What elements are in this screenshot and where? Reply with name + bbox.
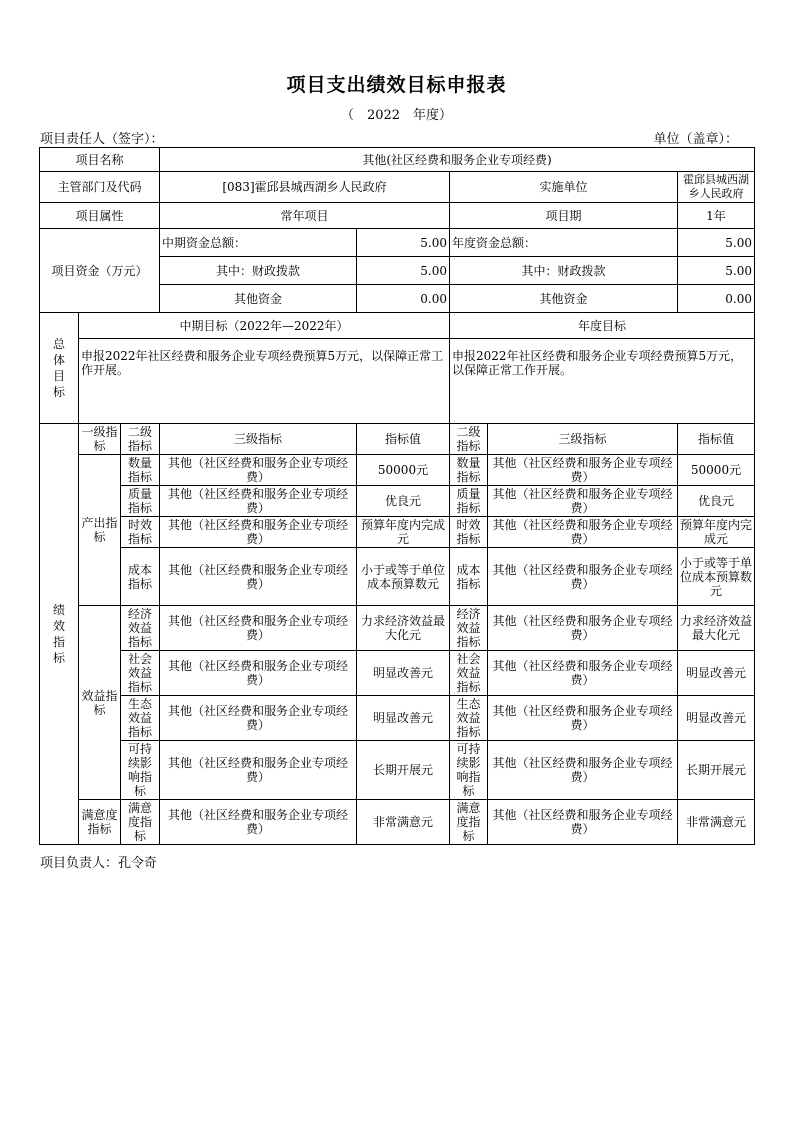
perf-indicators-label: 绩效指标 xyxy=(40,424,79,845)
row-l3: 其他（社区经费和服务企业专项经费） xyxy=(160,741,357,800)
row-l2-year: 可持续影响指标 xyxy=(450,741,488,800)
dept-value: [083]霍邱县城西湖乡人民政府 xyxy=(160,172,450,203)
row-l3-year: 其他（社区经费和服务企业专项经费） xyxy=(488,455,678,486)
row-l3-year: 其他（社区经费和服务企业专项经费） xyxy=(488,696,678,741)
responsible-label: 项目责任人（签字）： xyxy=(40,132,164,147)
row-value: 力求经济效益最大化元 xyxy=(357,606,450,651)
row-value: 明显改善元 xyxy=(357,651,450,696)
mid-other-label: 其他资金 xyxy=(160,285,357,313)
row-value: 50000元 xyxy=(357,455,450,486)
row-l2-year: 成本指标 xyxy=(450,548,488,606)
attr-value: 常年项目 xyxy=(160,203,450,229)
row-value: 预算年度内完成元 xyxy=(357,517,450,548)
unit-stamp-label: 单位（盖章）： xyxy=(653,132,738,147)
row-l2: 生态效益指标 xyxy=(121,696,160,741)
row-value-year: 非常满意元 xyxy=(678,800,755,845)
row-l2: 社会效益指标 xyxy=(121,651,160,696)
row-l2: 满意度指标 xyxy=(121,800,160,845)
output-indicators-label: 产出指标 xyxy=(79,455,121,606)
dept-label: 主管部门及代码 xyxy=(40,172,160,203)
attr-label: 项目属性 xyxy=(40,203,160,229)
mid-goal-text: 申报2022年社区经费和服务企业专项经费预算5万元，以保障正常工作开展。 xyxy=(79,339,450,424)
form-title: 项目支出绩效目标申报表 xyxy=(286,74,507,96)
year-goal-header: 年度目标 xyxy=(450,313,755,339)
row-value-year: 优良元 xyxy=(678,486,755,517)
satisfaction-indicators-label: 满意度指标 xyxy=(79,800,121,845)
year-fiscal-label: 其中：财政拨款 xyxy=(450,257,678,285)
row-l3-year: 其他（社区经费和服务企业专项经费） xyxy=(488,548,678,606)
mid-fiscal-value: 5.00 xyxy=(357,257,450,285)
row-l2: 时效指标 xyxy=(121,517,160,548)
row-l3: 其他（社区经费和服务企业专项经费） xyxy=(160,800,357,845)
h-level3: 三级指标 xyxy=(160,424,357,455)
h-value-year: 指标值 xyxy=(678,424,755,455)
period-label: 项目期 xyxy=(450,203,678,229)
mid-total-value: 5.00 xyxy=(357,229,450,257)
period-value: 1年 xyxy=(678,203,755,229)
row-l2-year: 经济效益指标 xyxy=(450,606,488,651)
h-level3-year: 三级指标 xyxy=(488,424,678,455)
year-total-value: 5.00 xyxy=(678,229,755,257)
row-l3-year: 其他（社区经费和服务企业专项经费） xyxy=(488,486,678,517)
row-l2: 质量指标 xyxy=(121,486,160,517)
performance-form-table xyxy=(39,147,755,845)
h-value: 指标值 xyxy=(357,424,450,455)
project-name-label: 项目名称 xyxy=(40,148,160,172)
row-l2-year: 社会效益指标 xyxy=(450,651,488,696)
row-value-year: 小于或等于单位成本预算数元 xyxy=(678,548,755,606)
project-leader-line: 项目负责人：孔令奇 xyxy=(40,856,158,871)
row-l3-year: 其他（社区经费和服务企业专项经费） xyxy=(488,606,678,651)
year-other-label: 其他资金 xyxy=(450,285,678,313)
row-l2: 数量指标 xyxy=(121,455,160,486)
row-l3: 其他（社区经费和服务企业专项经费） xyxy=(160,455,357,486)
h-level1: 一级指标 xyxy=(79,424,121,455)
row-l2: 经济效益指标 xyxy=(121,606,160,651)
funds-label: 项目资金（万元） xyxy=(40,229,160,313)
mid-goal-header: 中期目标（2022年—2022年） xyxy=(79,313,450,339)
project-name-value: 其他(社区经费和服务企业专项经费) xyxy=(160,148,755,172)
year-fiscal-value: 5.00 xyxy=(678,257,755,285)
year-line: （ 2022 年度） xyxy=(340,108,453,123)
row-l2: 可持续影响指标 xyxy=(121,741,160,800)
row-l2-year: 质量指标 xyxy=(450,486,488,517)
mid-fiscal-label: 其中：财政拨款 xyxy=(160,257,357,285)
row-l2: 成本指标 xyxy=(121,548,160,606)
row-value-year: 明显改善元 xyxy=(678,651,755,696)
row-l3-year: 其他（社区经费和服务企业专项经费） xyxy=(488,517,678,548)
row-value-year: 明显改善元 xyxy=(678,696,755,741)
impl-value: 霍邱县城西湖乡人民政府 xyxy=(678,172,755,203)
h-level2: 二级指标 xyxy=(121,424,160,455)
year-total-label: 年度资金总额： xyxy=(450,229,678,257)
row-l3: 其他（社区经费和服务企业专项经费） xyxy=(160,606,357,651)
row-l3-year: 其他（社区经费和服务企业专项经费） xyxy=(488,800,678,845)
row-value: 非常满意元 xyxy=(357,800,450,845)
row-l2-year: 生态效益指标 xyxy=(450,696,488,741)
row-l3-year: 其他（社区经费和服务企业专项经费） xyxy=(488,651,678,696)
row-l3: 其他（社区经费和服务企业专项经费） xyxy=(160,486,357,517)
row-value: 明显改善元 xyxy=(357,696,450,741)
row-value: 优良元 xyxy=(357,486,450,517)
row-value-year: 长期开展元 xyxy=(678,741,755,800)
row-value: 小于或等于单位成本预算数元 xyxy=(357,548,450,606)
row-value-year: 50000元 xyxy=(678,455,755,486)
row-l3: 其他（社区经费和服务企业专项经费） xyxy=(160,548,357,606)
year-goal-text: 申报2022年社区经费和服务企业专项经费预算5万元，以保障正常工作开展。 xyxy=(450,339,755,424)
impl-label: 实施单位 xyxy=(450,172,678,203)
mid-other-value: 0.00 xyxy=(357,285,450,313)
effect-indicators-label: 效益指标 xyxy=(79,606,121,800)
row-value: 长期开展元 xyxy=(357,741,450,800)
year-other-value: 0.00 xyxy=(678,285,755,313)
mid-total-label: 中期资金总额： xyxy=(160,229,357,257)
row-value-year: 预算年度内完成元 xyxy=(678,517,755,548)
row-l2-year: 满意度指标 xyxy=(450,800,488,845)
row-value-year: 力求经济效益最大化元 xyxy=(678,606,755,651)
row-l3: 其他（社区经费和服务企业专项经费） xyxy=(160,696,357,741)
row-l3: 其他（社区经费和服务企业专项经费） xyxy=(160,517,357,548)
h-level2-year: 二级指标 xyxy=(450,424,488,455)
row-l3: 其他（社区经费和服务企业专项经费） xyxy=(160,651,357,696)
row-l3-year: 其他（社区经费和服务企业专项经费） xyxy=(488,741,678,800)
overall-goals-label: 总体目标 xyxy=(40,313,79,424)
row-l2-year: 时效指标 xyxy=(450,517,488,548)
row-l2-year: 数量指标 xyxy=(450,455,488,486)
